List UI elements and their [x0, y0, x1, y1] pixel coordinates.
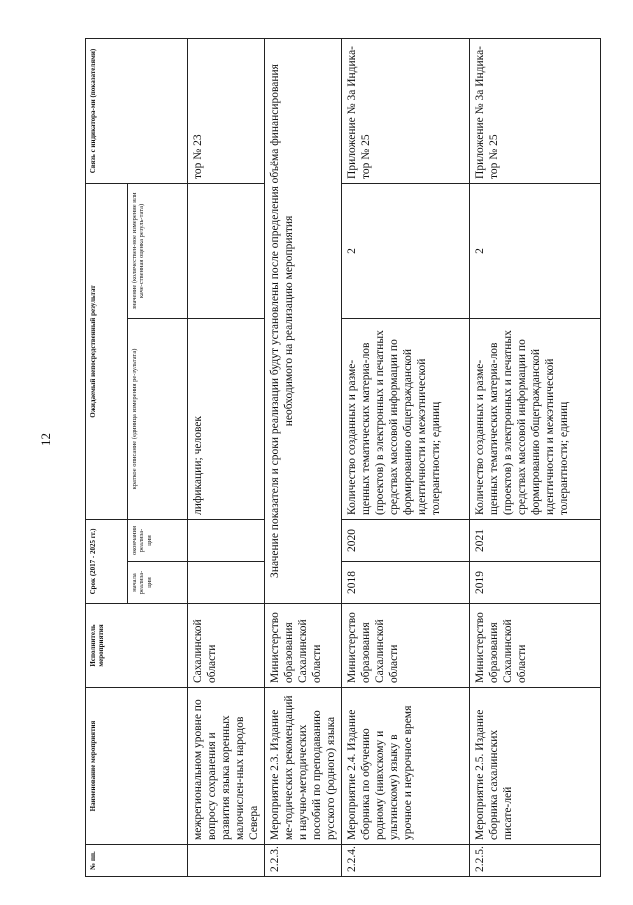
header-result-value: значение (количествен-ное измерение или каче-ственная оценка резуль-тата): [128, 183, 188, 318]
row-end: 2021: [470, 519, 601, 561]
row-result-desc: Количество созданных и разме-щенных тематических материа-лов (проектов) в электронных и печатных средствах массовой информации по формированию общегражданской идентичности и межэтнической толерантности; единиц: [470, 318, 601, 519]
page-number: 12: [38, 433, 53, 446]
measures-table: [85, 38, 601, 877]
row-link: тор № 23: [188, 38, 265, 183]
header-result-desc: краткое описание (единица измерения ре-зультата): [128, 318, 188, 519]
header-result: Ожидаемый непосредственный результат: [86, 183, 128, 519]
table-row: [265, 38, 342, 876]
row-result-desc: лификации; человек: [188, 318, 265, 519]
table-row: [188, 38, 265, 876]
row-name: Мероприятие 2.4. Издание сборника по обучению родному (нивхскому и ультинскому) языку в урочное и неурочное время: [342, 688, 470, 845]
header-link: Связь с индикатора-ми (показателями): [86, 38, 188, 183]
rotated-table-container: [85, 39, 583, 877]
row-num: 2.2.3.: [265, 845, 342, 877]
table-row: [342, 38, 470, 876]
row-result-value: 2: [470, 183, 601, 318]
row-link: Приложение № 3а Индика-тор № 25: [470, 38, 601, 183]
row-executor: Министерство образования Сахалинской области: [342, 604, 470, 688]
header-name: Наименование мероприятия: [86, 688, 188, 845]
header-term-start: начала реализа-ции: [128, 562, 188, 604]
row-name: Мероприятие 2.3. Издание ме-тодических рекомендаций и научно-методических пособий по преподаванию русского (родного) языка: [265, 688, 342, 845]
row-executor: Министерство образования Сахалинской области: [265, 604, 342, 688]
row-name: межрегиональном уровне по вопросу сохранения и развития языка коренных малочислен-ных народов Севера: [188, 688, 265, 845]
row-end: [188, 519, 265, 561]
row-executor: Министерство образования Сахалинской области: [470, 604, 601, 688]
row-num: [188, 845, 265, 877]
row-end: 2020: [342, 519, 470, 561]
row-start: 2018: [342, 562, 470, 604]
header-term: Срок (2017 - 2025 гг.): [86, 519, 128, 603]
row-result-value: [188, 183, 265, 318]
row-num: 2.2.4.: [342, 845, 470, 877]
row-result-desc: Количество созданных и разме-щенных тематических материа-лов (проектов) в электронных и печатных средствах массовой информации по формированию общегражданской идентичности и межэтнической толерантности; единиц: [342, 318, 470, 519]
row-start: [188, 562, 265, 604]
row-span-note: Значение показателя и сроки реализации будут установлены после определения объёма финансирования необходимого на реализацию мероприятия: [265, 38, 342, 603]
row-start: 2019: [470, 562, 601, 604]
header-num: № пп.: [86, 845, 188, 877]
row-link: Приложение № 3а Индика-тор № 25: [342, 38, 470, 183]
header-executor: Исполнитель мероприятия: [86, 604, 188, 688]
row-name: Мероприятие 2.5. Издание сборника сахалинских писате-лей: [470, 688, 601, 845]
row-executor: Сахалинской области: [188, 604, 265, 688]
row-result-value: 2: [342, 183, 470, 318]
header-term-end: окончания реализа-ции: [128, 519, 188, 561]
table-row: [470, 38, 601, 876]
row-num: 2.2.5.: [470, 845, 601, 877]
